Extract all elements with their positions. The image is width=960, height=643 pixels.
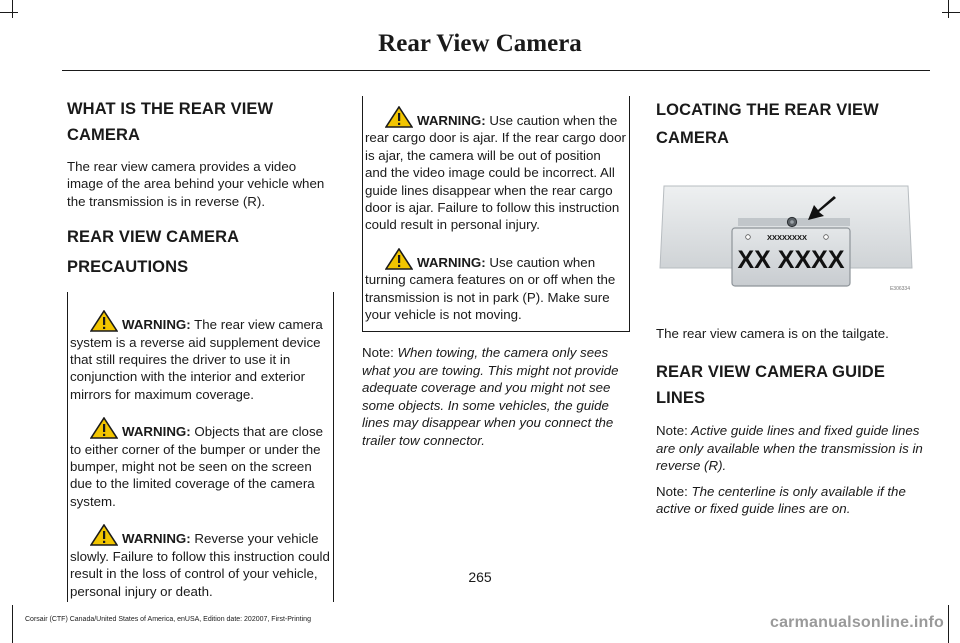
warning-text: Objects that are close to either corner of the bumper or under the bumper, might not be seen on the screen due to the limited coverage of the camera system. (70, 424, 323, 509)
column-middle (362, 96, 630, 449)
crop-mark-top-right-h (942, 12, 960, 13)
heading-line: LOCATING THE REAR VIEW (656, 101, 879, 119)
intro-paragraph: The rear view camera provides a video image of the area behind your vehicle when the transmission is in reverse (R). (67, 159, 325, 209)
warning-triangle-icon (90, 310, 118, 332)
warning-triangle-icon (90, 417, 118, 439)
warning-text: Reverse your vehicle slowly. Failure to follow this instruction could result in the loss of control of your vehicle, personal injury or death. (70, 531, 330, 599)
crop-mark-top-right-v (948, 0, 949, 18)
warning-label: WARNING: (122, 317, 191, 333)
plate-top-text: XXXXXXXX (766, 233, 808, 242)
warning-label: WARNING: (122, 424, 191, 440)
plate-main-text: XX XXXX (737, 246, 845, 274)
guide-note-2 (656, 483, 928, 518)
section-heading-guide-lines: REAR VIEW CAMERA GUIDE LINES (656, 363, 885, 408)
column-right (656, 96, 928, 517)
heading-line: PRECAUTIONS (67, 258, 189, 277)
note-label: Note: (656, 423, 688, 439)
warning-item (365, 106, 626, 234)
warning-item (70, 524, 330, 600)
crop-mark-bottom-right-v (948, 605, 949, 643)
warning-label: WARNING: (417, 254, 486, 270)
crop-mark-bottom-left-v (12, 605, 13, 643)
warning-box-left (67, 292, 334, 602)
column-left (67, 96, 334, 602)
towing-note (362, 344, 630, 448)
note-text: The centerline is only available if the active or fixed guide lines are on. (656, 483, 906, 517)
page-number: 265 (468, 569, 492, 585)
warning-triangle-icon (385, 248, 413, 270)
crop-mark-top-left-v (12, 0, 13, 18)
tailgate-camera-illustration (658, 176, 914, 294)
warning-item (365, 248, 626, 324)
warning-label: WARNING: (122, 531, 191, 547)
guide-note-1 (656, 422, 928, 474)
section-heading-what-is: WHAT IS THE REAR VIEW CAMERA (67, 100, 274, 144)
edition-footer: Corsair (CTF) Canada/United States of America, enUSA, Edition date: 202007, First-Printing (25, 616, 311, 623)
section-heading-locating (656, 96, 928, 152)
crop-mark-top-left-h (0, 12, 18, 13)
header-rule (62, 70, 930, 71)
warning-item (70, 310, 330, 403)
heading-line: CAMERA (656, 129, 730, 147)
section-heading-precautions (67, 224, 334, 280)
warning-text: The rear view camera system is a reverse aid supplement device that still requires the driver to use it in conjunction with the interior and exterior mirrors for maximum coverage. (70, 317, 323, 402)
warning-text: Use caution when turning camera features on or off when the transmission is not in park (P). Make sure your vehicle is not moving. (365, 254, 616, 323)
image-caption: The rear view camera is on the tailgate. (656, 326, 889, 341)
warning-box-middle (362, 96, 630, 332)
warning-triangle-icon (90, 524, 118, 546)
warning-text: Use caution when the rear cargo door is ajar. If the rear cargo door is ajar, the camera will be out of position and the video image could be incorrect. All guide lines disappear when the rear cargo door is ajar. Failure to follow this instruction could result in personal injury. (365, 113, 626, 233)
watermark: carmanualsonline.info (769, 614, 944, 631)
note-label: Note: (362, 345, 394, 361)
heading-line: REAR VIEW CAMERA (67, 228, 240, 247)
note-label: Note: (656, 483, 688, 499)
warning-item (70, 417, 330, 510)
note-text: When towing, the camera only sees what you are towing. This might not provide adequate coverage and you might not see some objects. In some vehicles, the guide lines may disappear when you connect the trailer tow connector. (362, 345, 619, 448)
page-title: Rear View Camera (378, 30, 582, 57)
warning-label: WARNING: (417, 113, 486, 128)
note-text: Active guide lines and fixed guide lines are only available when the transmission is in reverse (R). (656, 423, 923, 474)
image-code: E306334 (889, 286, 910, 292)
warning-triangle-icon (385, 106, 413, 128)
